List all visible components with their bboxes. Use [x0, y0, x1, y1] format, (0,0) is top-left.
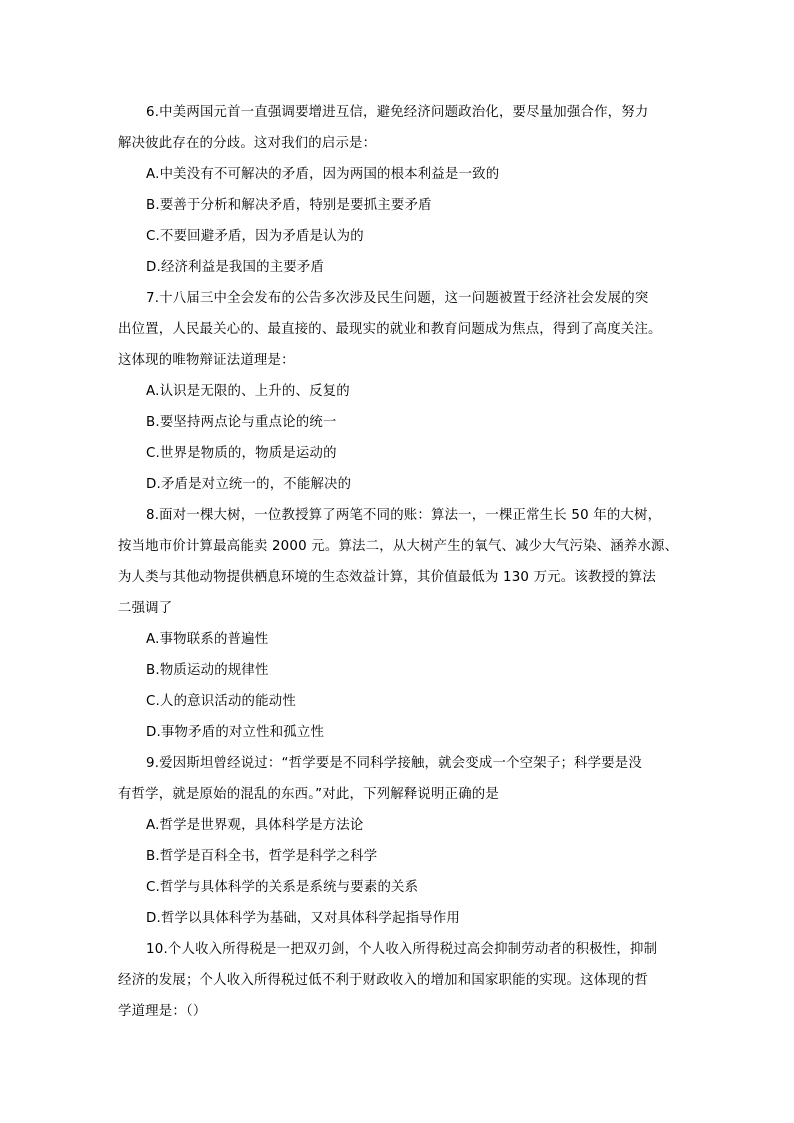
option-a: A.事物联系的普遍性 [146, 632, 269, 647]
question-stem-line: 10.个人收入所得税是一把双刃剑，个人收入所得税过高会抑制劳动者的积极性，抑制 [146, 942, 658, 957]
option-d: D.哲学以具体科学为基础，又对具体科学起指导作用 [146, 911, 460, 926]
question-stem-line: 经济的发展；个人收入所得税过低不利于财政收入的增加和国家职能的实现。这体现的哲 [118, 973, 649, 988]
question-stem-line: 6.中美两国元首一直强调要增进互信，避免经济问题政治化，要尽量加强合作，努力 [146, 105, 649, 120]
question-stem-line: 解决彼此存在的分歧。这对我们的启示是： [118, 136, 377, 151]
option-b: B.要善于分析和解决矛盾，特别是要抓主要矛盾 [146, 198, 432, 213]
question-stem-line: 有哲学，就是原始的混乱的东西。”对此，下列解释说明正确的是 [118, 787, 499, 802]
option-d: D.经济利益是我国的主要矛盾 [146, 260, 325, 275]
question-stem-line: 学道理是：（） [118, 1004, 207, 1019]
option-b: B.哲学是百科全书，哲学是科学之科学 [146, 849, 378, 864]
option-b: B.物质运动的规律性 [146, 663, 269, 678]
option-c: C.不要回避矛盾，因为矛盾是认为的 [146, 229, 364, 244]
option-b: B.要坚持两点论与重点论的统一 [146, 415, 337, 430]
option-c: C.哲学与具体科学的关系是系统与要素的关系 [146, 880, 419, 895]
question-stem-line: 出位置，人民最关心的、最直接的、最现实的就业和教育问题成为焦点，得到了高度关注。 [118, 322, 662, 337]
question-stem-line: 这体现的唯物辩证法道理是： [118, 353, 295, 368]
question-stem-line: 8.面对一棵大树，一位教授算了两笔不同的账：算法一，一棵正常生长 50 年的大树， [146, 508, 662, 523]
option-d: D.矛盾是对立统一的，不能解决的 [146, 477, 352, 492]
option-a: A.中美没有不可解决的矛盾，因为两国的根本利益是一致的 [146, 167, 500, 182]
option-c: C.人的意识活动的能动性 [146, 694, 296, 709]
option-c: C.世界是物质的，物质是运动的 [146, 446, 337, 461]
question-stem-line: 7.十八届三中全会发布的公告多次涉及民生问题，这一问题被置于经济社会发展的突 [146, 291, 649, 306]
option-a: A.认识是无限的、上升的、反复的 [146, 384, 350, 399]
question-stem-line: 9.爱因斯坦曾经说过：“哲学要是不同科学接触，就会变成一个空架子；科学要是没 [146, 756, 642, 771]
question-stem-line: 按当地市价计算最高能卖 2000 元。算法二，从大树产生的氧气、减少大气污染、涵养水源、 [118, 539, 679, 554]
question-stem-line: 为人类与其他动物提供栖息环境的生态效益计算，其价值最低为 130 万元。该教授的算法 [118, 570, 656, 585]
option-a: A.哲学是世界观，具体科学是方法论 [146, 818, 364, 833]
question-stem-line: 二强调了 [118, 601, 173, 616]
option-d: D.事物矛盾的对立性和孤立性 [146, 725, 325, 740]
